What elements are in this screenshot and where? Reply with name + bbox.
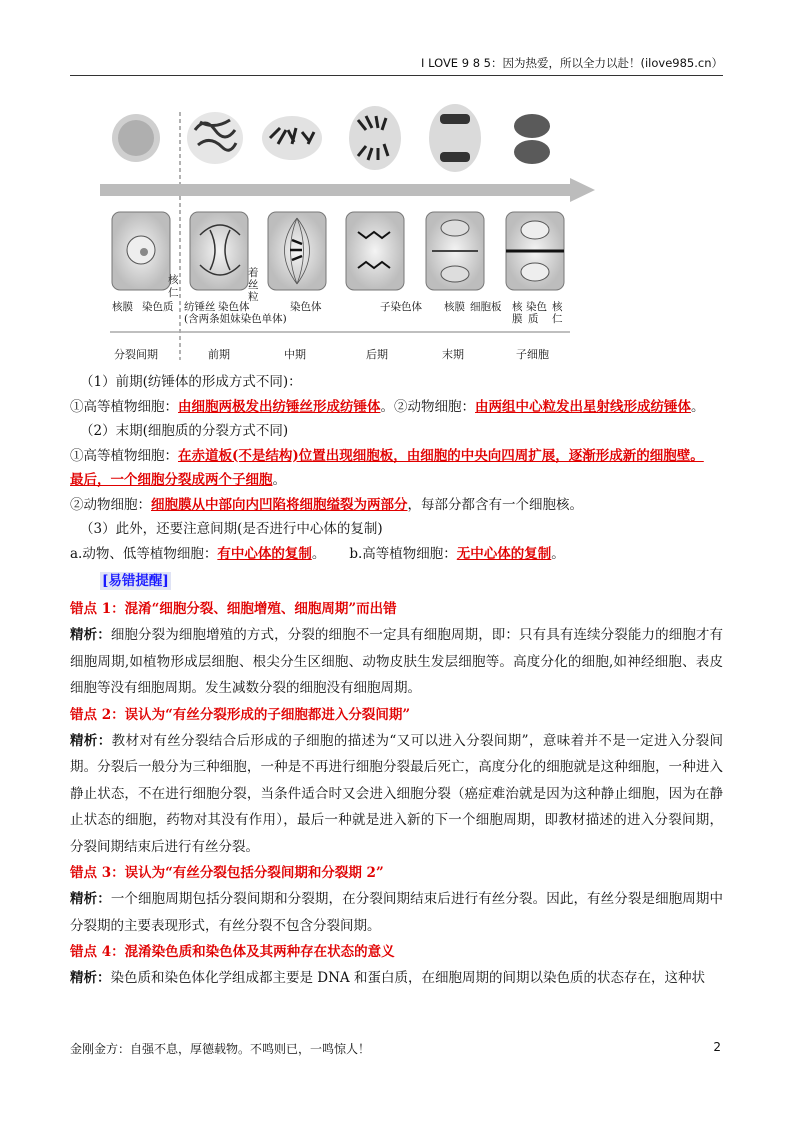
- prophase-heading: （1）前期(纺锤体的形成方式不同)：: [80, 374, 302, 390]
- label-daughter-chrom-2: 质: [528, 313, 539, 325]
- header-text: I LOVE 9 8 5：因为热爱，所以全力以赴！(ilove985.cn）: [421, 56, 723, 70]
- footer-motto: 金刚金方：自强不息，厚德载物。不鸣则已，一鸣惊人！: [70, 1042, 371, 1056]
- mitosis-figure: [100, 100, 600, 370]
- label-nucleolus-1: 核: [168, 274, 179, 286]
- telophase-plant-cont: 最后，一个细胞分裂成两个子细胞。: [70, 472, 286, 488]
- schematic-daughter-cells: [506, 212, 564, 290]
- schematic-prophase: [190, 212, 248, 290]
- label-centromere-1: 着: [248, 267, 259, 279]
- stage-label: 中期: [284, 348, 306, 361]
- tip-heading: [易错提醒]: [102, 573, 169, 589]
- schematic-anaphase: [346, 212, 404, 290]
- schematic-telophase: [426, 212, 484, 290]
- error-point-2: 错点 2：误认为“有丝分裂形成的子细胞都进入分裂间期”: [70, 706, 411, 723]
- micrograph-prophase: [187, 112, 243, 164]
- stage-label: 分裂间期: [114, 348, 158, 361]
- label-chromosome-mid: 染色体: [290, 301, 322, 313]
- prophase-detail: ①高等植物细胞：由细胞两极发出纺锤丝形成纺锤体。②动物细胞：由两组中心粒发出星射线形成纺锤体。: [70, 398, 705, 415]
- stage-label: 末期: [442, 348, 464, 361]
- schematic-interphase: [112, 212, 170, 290]
- analysis-2: 精析：教材对有丝分裂结合后形成的子细胞的描述为“又可以进入分裂间期”，意味着并不是一定进入分裂间期。分裂后一般分为三种细胞，一种是不再进行细胞分裂最后死亡，高度分化的细胞就是这种细胞，一种进入静止状态，不在进行细胞分裂，当条件适合时又会进入细胞分裂（癌症难治就是因为这种静止细胞，因为在静止状态的细胞，药物对其没有作用），最后一种就是进入新的下一个细胞周期，即教材描述的进入分裂间期，分裂间期结束后进行有丝分裂。: [70, 732, 724, 855]
- label-nucleolus-2: 仁: [168, 287, 179, 299]
- error-point-4: 错点 4：混淆染色质和染色体及其两种存在状态的意义: [70, 944, 395, 960]
- label-chromatin: 染色质: [142, 301, 174, 313]
- label-hemo-telophase: 核膜: [444, 301, 465, 313]
- interphase-note: （3）此外，还要注意间期(是否进行中心体的复制): [80, 521, 383, 537]
- telophase-heading: （2）末期(细胞质的分裂方式不同): [80, 423, 289, 439]
- stage-label: 后期: [366, 348, 388, 361]
- label-daughter-ren-2: 仁: [552, 313, 563, 325]
- micrograph-anaphase: [349, 106, 401, 170]
- label-chromosome-top: 染色体: [218, 301, 250, 313]
- progress-arrow: [100, 178, 595, 202]
- analysis-4: 精析：染色质和染色体化学组成都主要是 DNA 和蛋白质，在细胞周期的间期以染色质的状态存在，这种状: [70, 970, 705, 986]
- label-daughter-he-1: 核: [512, 301, 523, 313]
- label-centromere-2: 丝: [248, 279, 259, 291]
- label-hemo: 核膜: [112, 301, 133, 313]
- main-content: [70, 370, 723, 992]
- micrograph-interphase: [112, 114, 160, 162]
- stage-label: 子细胞: [516, 348, 549, 361]
- label-daughter-he-2: 膜: [512, 313, 523, 325]
- label-contains: (含两条姐妹染色单体): [184, 313, 287, 325]
- stage-label: 前期: [208, 348, 230, 361]
- page-header: [70, 55, 723, 76]
- page-number: 2: [713, 1040, 721, 1054]
- schematic-metaphase: [268, 212, 326, 290]
- micrograph-metaphase: [262, 116, 322, 160]
- label-daughter-ren-1: 核: [552, 301, 563, 313]
- error-point-3: 错点 3：误认为“有丝分裂包括分裂间期和分裂期 2”: [70, 865, 384, 881]
- analysis-3: 精析：一个细胞周期包括分裂间期和分裂期，在分裂间期结束后进行有丝分裂。因此，有丝分裂是细胞周期中分裂期的主要表现形式，有丝分裂不包含分裂间期。: [70, 891, 724, 934]
- label-centromere-3: 粒: [248, 291, 259, 303]
- label-spindle-fiber: 纺锤丝: [184, 301, 216, 313]
- label-daughter-chromosome: 子染色体: [380, 301, 422, 313]
- analysis-1: 精析：细胞分裂为细胞增殖的方式，分裂的细胞不一定具有细胞周期，即：只有具有连续分裂能力的细胞才有细胞周期,如植物形成层细胞、根尖分生区细胞、动物皮肤生发层细胞等。高度分化的细胞,如神经细胞、表皮细胞等没有细胞周期。发生减数分裂的细胞没有细胞周期。: [70, 627, 724, 696]
- micrograph-telophase: [429, 104, 481, 172]
- error-point-1: 错点 1：混淆“细胞分裂、细胞增殖、细胞周期”而出错: [70, 601, 397, 617]
- micrograph-daughter-cells: [514, 114, 550, 164]
- label-cell-plate: 细胞板: [470, 301, 502, 313]
- centrosome-line: a.动物、低等植物细胞：有中心体的复制。 b.高等植物细胞：无中心体的复制。: [70, 545, 565, 562]
- telophase-plant: ①高等植物细胞：在赤道板(不是结构)位置出现细胞板，由细胞的中央向四周扩展，逐渐形成新的细胞壁。: [70, 447, 704, 464]
- label-daughter-chrom-1: 染色: [526, 301, 547, 313]
- telophase-animal: ②动物细胞：细胞膜从中部向内凹陷将细胞缢裂为两部分，每部分都含有一个细胞核。: [70, 496, 583, 513]
